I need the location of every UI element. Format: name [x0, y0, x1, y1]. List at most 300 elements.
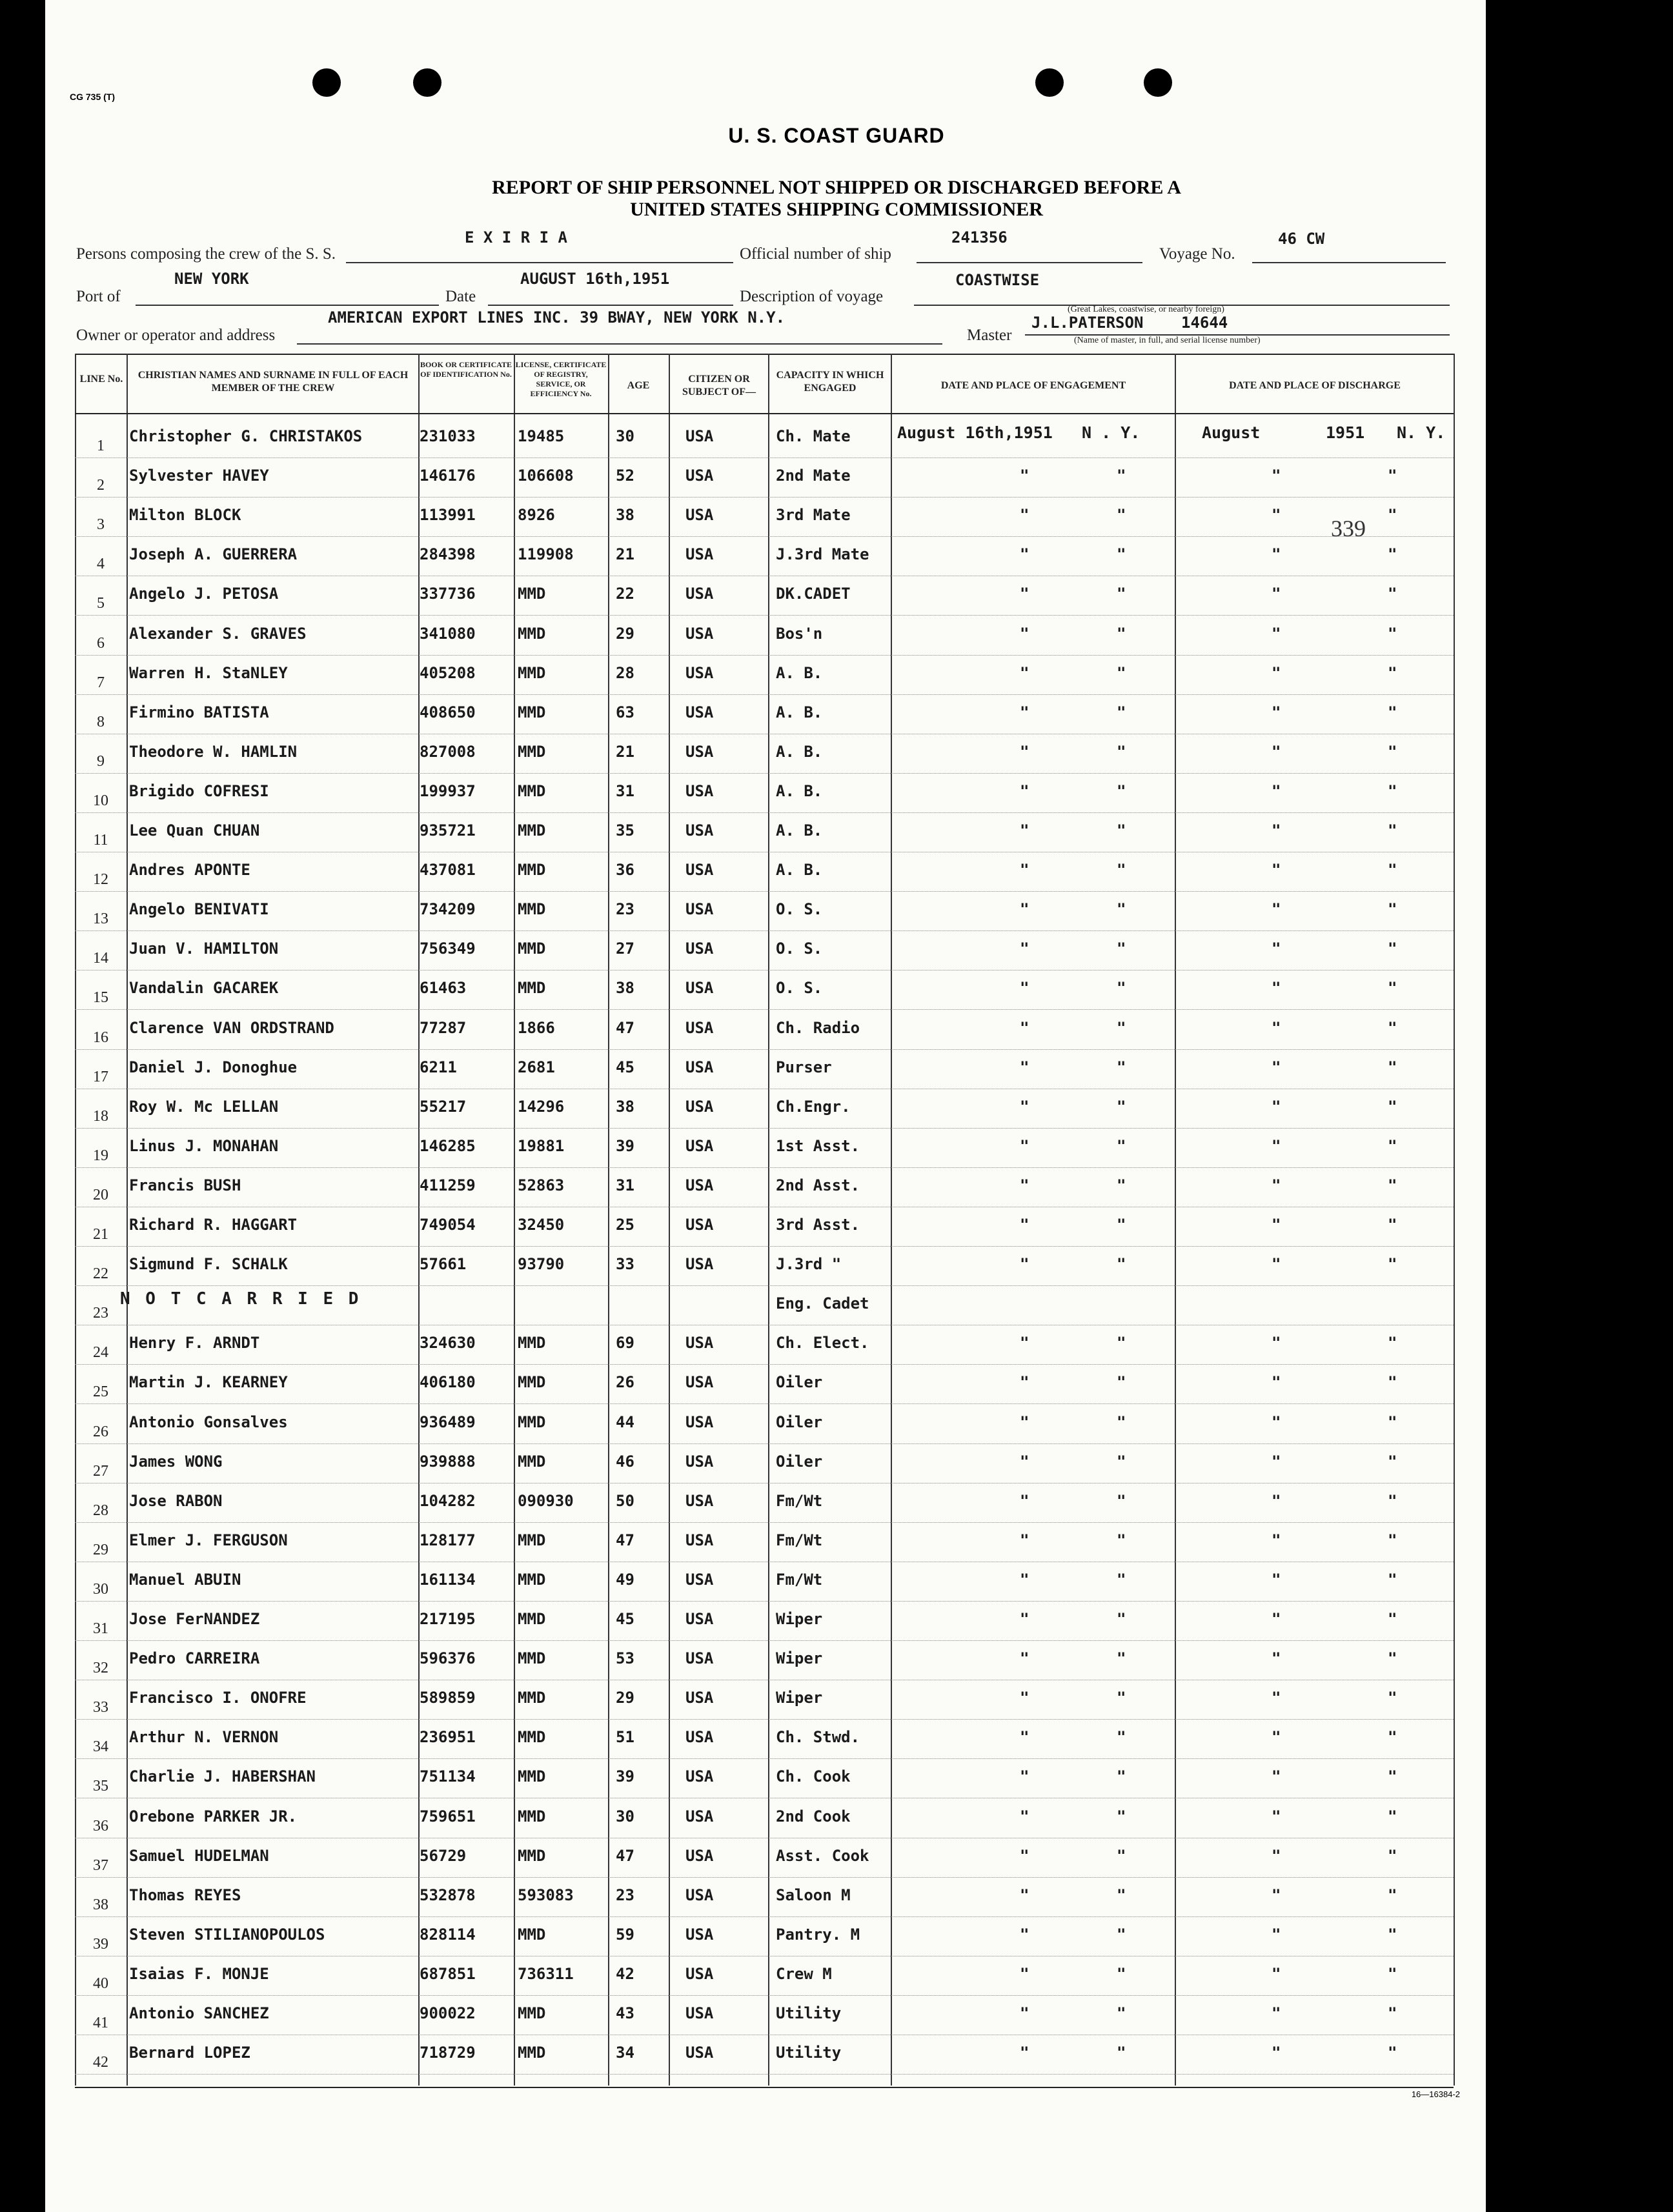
ditto-mark: "	[1117, 1136, 1126, 1155]
ditto-mark: "	[1388, 900, 1397, 919]
ditto-mark: "	[1020, 1846, 1029, 1865]
punch-hole	[1035, 68, 1064, 97]
crew-name: Theodore W. HAMLIN	[129, 742, 298, 761]
capacity: J.3rd "	[776, 1255, 842, 1274]
age: 43	[616, 2004, 634, 2022]
table-row	[75, 655, 1454, 695]
table-row	[75, 1838, 1454, 1878]
ditto-mark: "	[1272, 1964, 1281, 1983]
description-label: Description of voyage	[740, 288, 884, 305]
citizenship: USA	[685, 781, 714, 800]
table-row	[75, 852, 1454, 892]
capacity: Wiper	[776, 1689, 823, 1707]
line-number: 6	[97, 634, 105, 652]
citizenship: USA	[685, 1610, 714, 1628]
ditto-mark: "	[1020, 663, 1029, 682]
col-header-line: LINE No.	[79, 374, 123, 385]
line-number: 30	[93, 1580, 108, 1598]
ditto-mark: "	[1272, 1018, 1281, 1037]
col-header-engagement: DATE AND PLACE OF ENGAGEMENT	[940, 380, 1126, 391]
citizenship: USA	[685, 506, 714, 525]
age: 51	[616, 1728, 634, 1747]
ditto-mark: "	[1020, 545, 1029, 564]
capacity: A. B.	[776, 663, 823, 682]
ditto-mark: "	[1272, 703, 1281, 721]
crew-name: Isaias F. MONJE	[129, 1964, 269, 1983]
book-number: 284398	[420, 545, 476, 564]
official-number-value: 241356	[951, 228, 1008, 246]
line-number: 3	[97, 516, 105, 534]
book-number: 199937	[420, 781, 476, 800]
ditto-mark: "	[1117, 821, 1126, 840]
book-number: 734209	[420, 900, 476, 919]
ditto-mark: "	[1020, 2044, 1029, 2062]
capacity: A. B.	[776, 821, 823, 840]
age: 31	[616, 1176, 634, 1194]
capacity: Purser	[776, 1058, 832, 1076]
capacity: Bos'n	[776, 624, 823, 643]
book-number: 6211	[420, 1058, 457, 1076]
citizenship: USA	[685, 1689, 714, 1707]
ditto-mark: "	[1117, 940, 1126, 958]
line-number: 8	[97, 713, 105, 730]
capacity: Ch. Radio	[776, 1018, 860, 1037]
citizenship: USA	[685, 2044, 714, 2062]
book-number: 337736	[420, 585, 476, 603]
engagement-date-first: August 16th,1951	[897, 423, 1053, 442]
crew-name: Henry F. ARNDT	[129, 1334, 260, 1352]
license-number: MMD	[518, 1649, 546, 1668]
table-row	[75, 1010, 1454, 1050]
col-header-capacity: CAPACITY IN WHICH ENGAGED	[776, 370, 884, 394]
book-number: 411259	[420, 1176, 476, 1194]
ditto-mark: "	[1388, 861, 1397, 880]
ditto-mark: "	[1388, 1176, 1397, 1194]
line-number: 27	[93, 1462, 108, 1480]
crew-of-ss-label: Persons composing the crew of the S. S.	[76, 245, 336, 263]
citizenship: USA	[685, 663, 714, 682]
ditto-mark: "	[1388, 467, 1397, 485]
punch-hole	[1144, 68, 1172, 97]
citizenship: USA	[685, 1846, 714, 1865]
capacity: DK.CADET	[776, 585, 851, 603]
ditto-mark: "	[1388, 1058, 1397, 1076]
master-license-value: 14644	[1181, 314, 1228, 332]
line-number: 18	[93, 1107, 108, 1125]
ditto-mark: "	[1388, 545, 1397, 564]
ditto-mark: "	[1117, 2044, 1126, 2062]
age: 59	[616, 1925, 634, 1944]
age: 44	[616, 1413, 634, 1431]
book-number: 687851	[420, 1964, 476, 1983]
ditto-mark: "	[1272, 1649, 1281, 1668]
ditto-mark: "	[1272, 1413, 1281, 1431]
license-number: MMD	[518, 900, 546, 919]
capacity: A. B.	[776, 703, 823, 721]
line-number: 13	[93, 910, 108, 928]
citizenship: USA	[685, 585, 714, 603]
citizenship: USA	[685, 1570, 714, 1589]
age: 35	[616, 821, 634, 840]
ditto-mark: "	[1388, 821, 1397, 840]
ditto-mark: "	[1272, 2044, 1281, 2062]
discharge-date-first: August	[1202, 423, 1261, 442]
book-number: 759651	[420, 1807, 476, 1825]
table-row	[75, 1128, 1454, 1168]
ditto-mark: "	[1117, 1058, 1126, 1076]
table-row	[75, 457, 1454, 498]
book-number: 828114	[420, 1925, 476, 1944]
license-number: MMD	[518, 585, 546, 603]
age: 29	[616, 624, 634, 643]
ditto-mark: "	[1272, 585, 1281, 603]
age: 36	[616, 861, 634, 880]
form-code: CG 735 (T)	[70, 92, 116, 102]
ditto-mark: "	[1020, 861, 1029, 880]
ditto-mark: "	[1020, 1018, 1029, 1037]
ditto-mark: "	[1020, 1058, 1029, 1076]
book-number: 104282	[420, 1491, 476, 1510]
crew-name: Christopher G. CHRISTAKOS	[129, 427, 363, 445]
line-number: 23	[93, 1305, 108, 1322]
license-number: MMD	[518, 821, 546, 840]
ditto-mark: "	[1272, 545, 1281, 564]
capacity: Utility	[776, 2044, 842, 2062]
ditto-mark: "	[1020, 1176, 1029, 1194]
ditto-mark: "	[1272, 940, 1281, 958]
license-number: 93790	[518, 1255, 565, 1274]
ditto-mark: "	[1117, 1610, 1126, 1628]
line-number: 29	[93, 1541, 108, 1558]
ditto-mark: "	[1020, 585, 1029, 603]
crew-name: Jose FerNANDEZ	[129, 1610, 260, 1628]
ditto-mark: "	[1020, 1925, 1029, 1944]
age: 45	[616, 1058, 634, 1076]
ditto-mark: "	[1020, 1216, 1029, 1234]
table-row	[75, 1562, 1454, 1602]
capacity: Fm/Wt	[776, 1570, 823, 1589]
table-row	[75, 1640, 1454, 1680]
book-number: 756349	[420, 940, 476, 958]
ditto-mark: "	[1117, 1570, 1126, 1589]
ditto-mark: "	[1388, 1018, 1397, 1037]
crew-name: Elmer J. FERGUSON	[129, 1531, 288, 1549]
ditto-mark: "	[1020, 1610, 1029, 1628]
ditto-mark: "	[1388, 781, 1397, 800]
citizenship: USA	[685, 1452, 714, 1471]
ditto-mark: "	[1117, 467, 1126, 485]
table-row	[75, 930, 1454, 970]
citizenship: USA	[685, 1097, 714, 1116]
citizenship: USA	[685, 1728, 714, 1747]
voyage-number-value: 46 CW	[1278, 230, 1325, 248]
book-number: 749054	[420, 1216, 476, 1234]
license-number: MMD	[518, 1925, 546, 1944]
citizenship: USA	[685, 1925, 714, 1944]
ditto-mark: "	[1272, 1491, 1281, 1510]
book-number: 405208	[420, 663, 476, 682]
ditto-mark: "	[1117, 1373, 1126, 1392]
owner-value: AMERICAN EXPORT LINES INC. 39 BWAY, NEW YORK N.Y.	[328, 308, 786, 327]
line-number: 24	[93, 1344, 108, 1362]
ditto-mark: "	[1388, 1610, 1397, 1628]
ditto-mark: "	[1117, 624, 1126, 643]
line-number: 10	[93, 792, 108, 809]
table-row	[75, 1877, 1454, 1917]
capacity: Wiper	[776, 1649, 823, 1668]
line-number: 35	[93, 1778, 108, 1795]
license-number: MMD	[518, 861, 546, 880]
ditto-mark: "	[1117, 742, 1126, 761]
age: 47	[616, 1531, 634, 1549]
ditto-mark: "	[1388, 1491, 1397, 1510]
table-row	[75, 1483, 1454, 1523]
table-row	[75, 734, 1454, 774]
license-number: 8926	[518, 506, 555, 525]
table-row	[75, 1956, 1454, 1996]
ditto-mark: "	[1117, 1807, 1126, 1825]
crew-name: Clarence VAN ORDSTRAND	[129, 1018, 334, 1037]
book-number: 161134	[420, 1570, 476, 1589]
crew-name: James WONG	[129, 1452, 223, 1471]
ditto-mark: "	[1272, 979, 1281, 998]
line-number: 28	[93, 1502, 108, 1519]
book-number: 146285	[420, 1136, 476, 1155]
ditto-mark: "	[1388, 1373, 1397, 1392]
license-number: MMD	[518, 940, 546, 958]
citizenship: USA	[685, 1767, 714, 1786]
license-number: MMD	[518, 1373, 546, 1392]
ditto-mark: "	[1388, 1216, 1397, 1234]
age: 50	[616, 1491, 634, 1510]
age: 63	[616, 703, 634, 721]
ditto-mark: "	[1272, 1846, 1281, 1865]
citizenship: USA	[685, 427, 714, 445]
ditto-mark: "	[1272, 1767, 1281, 1786]
age: 45	[616, 1610, 634, 1628]
citizenship: USA	[685, 742, 714, 761]
capacity: Fm/Wt	[776, 1531, 823, 1549]
citizenship: USA	[685, 1255, 714, 1274]
crew-name: Francisco I. ONOFRE	[129, 1689, 307, 1707]
table-row	[75, 2035, 1454, 2075]
capacity: Asst. Cook	[776, 1846, 869, 1865]
ditto-mark: "	[1020, 1649, 1029, 1668]
line-number: 4	[97, 556, 105, 573]
line-number: 41	[93, 2015, 108, 2031]
crew-name: Warren H. StaNLEY	[129, 663, 288, 682]
ditto-mark: "	[1388, 506, 1397, 525]
ditto-mark: "	[1388, 1649, 1397, 1668]
capacity: 2nd Mate	[776, 467, 851, 485]
line-number: 40	[93, 1975, 108, 1992]
ship-name-value: E X I R I A	[465, 228, 567, 246]
master-note: (Name of master, in full, and serial license number)	[1074, 336, 1261, 345]
table-row	[75, 1364, 1454, 1404]
line-number: 36	[93, 1817, 108, 1835]
crew-name: Vandalin GACAREK	[129, 979, 279, 998]
ditto-mark: "	[1272, 2004, 1281, 2022]
table-row	[75, 1246, 1454, 1286]
table-row	[75, 812, 1454, 852]
line-number: 2	[97, 477, 105, 494]
line-number: 34	[93, 1738, 108, 1756]
ditto-mark: "	[1020, 1728, 1029, 1747]
ditto-mark: "	[1388, 1413, 1397, 1431]
ditto-mark: "	[1272, 781, 1281, 800]
license-number: MMD	[518, 703, 546, 721]
table-row	[75, 1522, 1454, 1562]
capacity: 2nd Asst.	[776, 1176, 860, 1194]
table-row	[75, 1089, 1454, 1129]
master-value: J.L.PATERSON	[1031, 314, 1144, 332]
license-number: 52863	[518, 1176, 565, 1194]
ditto-mark: "	[1272, 1689, 1281, 1707]
age: 38	[616, 979, 634, 998]
license-number: 090930	[518, 1491, 574, 1510]
citizenship: USA	[685, 900, 714, 919]
age: 47	[616, 1846, 634, 1865]
line-number: 31	[93, 1620, 108, 1637]
capacity: 2nd Cook	[776, 1807, 851, 1825]
citizenship: USA	[685, 1058, 714, 1076]
capacity: Ch. Stwd.	[776, 1728, 860, 1747]
age: 33	[616, 1255, 634, 1274]
capacity: Ch.Engr.	[776, 1097, 851, 1116]
capacity: 3rd Asst.	[776, 1216, 860, 1234]
punch-hole	[413, 68, 441, 97]
ditto-mark: "	[1117, 1216, 1126, 1234]
license-number: MMD	[518, 1334, 546, 1352]
citizenship: USA	[685, 545, 714, 564]
footer-code: 16—16384-2	[1411, 2089, 1460, 2099]
book-number: 900022	[420, 2004, 476, 2022]
ditto-mark: "	[1117, 1531, 1126, 1549]
book-number: 56729	[420, 1846, 467, 1865]
citizenship: USA	[685, 1807, 714, 1825]
ditto-mark: "	[1272, 1334, 1281, 1352]
ditto-mark: "	[1020, 821, 1029, 840]
capacity: Wiper	[776, 1610, 823, 1628]
line-number: 15	[93, 989, 108, 1007]
ditto-mark: "	[1117, 1689, 1126, 1707]
book-number: 324630	[420, 1334, 476, 1352]
ditto-mark: "	[1272, 1570, 1281, 1589]
line-number: 25	[93, 1383, 108, 1401]
citizenship: USA	[685, 1491, 714, 1510]
capacity: 1st Asst.	[776, 1136, 860, 1155]
ditto-mark: "	[1117, 1255, 1126, 1274]
ditto-mark: "	[1388, 2004, 1397, 2022]
age: 26	[616, 1373, 634, 1392]
punch-hole	[312, 68, 341, 97]
capacity: A. B.	[776, 861, 823, 880]
ditto-mark: "	[1117, 703, 1126, 721]
line-number: 7	[97, 674, 105, 691]
line-number: 21	[93, 1226, 108, 1243]
book-number: 61463	[420, 979, 467, 998]
ditto-mark: "	[1388, 1531, 1397, 1549]
ditto-mark: "	[1272, 506, 1281, 525]
crew-name: Antonio Gonsalves	[129, 1413, 288, 1431]
age: 21	[616, 545, 634, 564]
table-row	[75, 1916, 1454, 1956]
citizenship: USA	[685, 940, 714, 958]
ditto-mark: "	[1117, 1846, 1126, 1865]
ditto-mark: "	[1020, 781, 1029, 800]
citizenship: USA	[685, 1531, 714, 1549]
ditto-mark: "	[1388, 940, 1397, 958]
table-row	[75, 1758, 1454, 1798]
book-number: 113991	[420, 506, 476, 525]
license-number: MMD	[518, 1413, 546, 1431]
ditto-mark: "	[1117, 781, 1126, 800]
crew-name: Roy W. Mc LELLAN	[129, 1097, 279, 1116]
book-number: 408650	[420, 703, 476, 721]
crew-name: Orebone PARKER JR.	[129, 1807, 298, 1825]
crew-name: Sylvester HAVEY	[129, 467, 269, 485]
license-number: 32450	[518, 1216, 565, 1234]
license-number: MMD	[518, 742, 546, 761]
ditto-mark: "	[1272, 663, 1281, 682]
crew-name: Charlie J. HABERSHAN	[129, 1767, 316, 1786]
line-number: 20	[93, 1186, 108, 1203]
line-number: 14	[93, 950, 108, 967]
citizenship: USA	[685, 979, 714, 998]
crew-name: Andres APONTE	[129, 861, 250, 880]
crew-name: Thomas REYES	[129, 1885, 241, 1904]
citizenship: USA	[685, 703, 714, 721]
citizenship: USA	[685, 1413, 714, 1431]
ditto-mark: "	[1272, 900, 1281, 919]
license-number: MMD	[518, 1846, 546, 1865]
citizenship: USA	[685, 2004, 714, 2022]
license-number: MMD	[518, 1531, 546, 1549]
ditto-mark: "	[1388, 1807, 1397, 1825]
book-number: 596376	[420, 1649, 476, 1668]
ditto-mark: "	[1020, 1452, 1029, 1471]
age: 23	[616, 1885, 634, 1904]
book-number: 589859	[420, 1689, 476, 1707]
ditto-mark: "	[1020, 1964, 1029, 1983]
capacity: Ch. Elect.	[776, 1334, 869, 1352]
official-number-line	[917, 262, 1142, 263]
ditto-mark: "	[1272, 821, 1281, 840]
ditto-mark: "	[1020, 1373, 1029, 1392]
citizenship: USA	[685, 624, 714, 643]
ditto-mark: "	[1020, 703, 1029, 721]
ditto-mark: "	[1020, 1334, 1029, 1352]
capacity: Utility	[776, 2004, 842, 2022]
table-row	[75, 1207, 1454, 1247]
owner-line	[297, 343, 942, 345]
crew-name: Alexander S. GRAVES	[129, 624, 307, 643]
book-number: 939888	[420, 1452, 476, 1471]
ditto-mark: "	[1117, 1334, 1126, 1352]
ditto-mark: "	[1020, 506, 1029, 525]
ditto-mark: "	[1117, 979, 1126, 998]
port-line	[136, 305, 439, 306]
capacity: O. S.	[776, 940, 823, 958]
license-number: 19485	[518, 427, 565, 445]
citizenship: USA	[685, 1018, 714, 1037]
ditto-mark: "	[1117, 506, 1126, 525]
line-number: 33	[93, 1699, 108, 1716]
age: 49	[616, 1570, 634, 1589]
table-row	[75, 694, 1454, 734]
book-number: 532878	[420, 1885, 476, 1904]
citizenship: USA	[685, 1136, 714, 1155]
